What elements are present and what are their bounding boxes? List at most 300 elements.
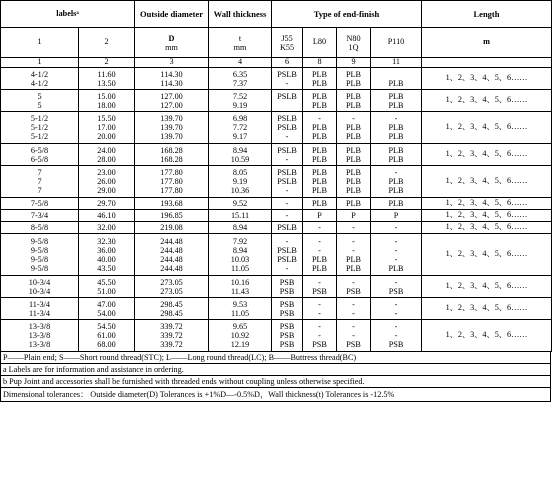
cell-value: PSB xyxy=(279,299,295,309)
cell-value: 7.52 xyxy=(232,91,248,101)
cell-value: - xyxy=(352,299,355,309)
od-cell xyxy=(135,198,209,210)
cell-value: 10.03 xyxy=(230,254,250,264)
cell-value: 9.19 xyxy=(232,177,248,186)
cell-value: PSB xyxy=(388,340,404,349)
cell-value: 177.80 xyxy=(160,168,183,177)
cell-value: PLB xyxy=(388,78,404,88)
cell-value: 6.98 xyxy=(232,114,248,123)
p110-cell xyxy=(371,90,422,112)
cell-value: 15.11 xyxy=(230,211,250,220)
cell-value: PSLB xyxy=(277,91,297,101)
cell-value: - xyxy=(394,223,398,232)
end-finish-header: Type of end-finish xyxy=(272,1,422,28)
wt-unit: t mm xyxy=(209,28,272,58)
label2-cell xyxy=(79,144,135,166)
cell-value: 5-1/2 xyxy=(30,114,49,123)
cell-value: 10-3/4 xyxy=(28,277,51,287)
cell-value: - xyxy=(285,78,289,88)
cell-value: 47.00 xyxy=(97,299,116,309)
cell-value: 13-3/8 xyxy=(28,322,51,331)
l80-cell xyxy=(303,144,337,166)
cell-value: PSLB xyxy=(277,223,297,232)
cell-value: PSLB xyxy=(277,168,297,177)
note-a: a Labels are for information and assistance in ordering. xyxy=(0,364,551,376)
p110-cell xyxy=(371,198,422,210)
cell-value: - xyxy=(285,132,289,141)
length-unit: m xyxy=(422,28,552,58)
cell-value: PLB xyxy=(346,69,362,79)
length-cell: 1、2、3、4、5、6…… xyxy=(422,112,552,144)
length-cell: 1、2、3、4、5、6…… xyxy=(422,90,552,112)
cell-value: PLB xyxy=(312,132,328,141)
cell-value: 273.05 xyxy=(160,277,183,287)
cell-value: - xyxy=(318,277,321,287)
cell-value: PLB xyxy=(312,145,328,155)
n80-cell xyxy=(337,234,371,276)
cell-value: 15.00 xyxy=(97,91,116,101)
cell-value: P xyxy=(351,211,356,220)
label1-cell xyxy=(1,320,79,352)
cell-value: - xyxy=(394,114,398,123)
cell-value: PLB xyxy=(312,186,328,195)
cell-value: 10.59 xyxy=(230,154,250,164)
od-cell xyxy=(135,234,209,276)
cell-value: PLB xyxy=(312,123,328,132)
label1-cell xyxy=(1,90,79,112)
cell-value: - xyxy=(352,236,355,246)
spec-group-row xyxy=(1,222,552,234)
cell-value: 13-3/8 xyxy=(28,340,51,349)
wt-cell xyxy=(209,276,272,298)
n80-cell xyxy=(337,90,371,112)
cell-value: PLB xyxy=(388,100,404,110)
cell-value: 36.00 xyxy=(97,245,116,255)
n80-cell xyxy=(337,320,371,352)
cell-value: 46.10 xyxy=(97,211,116,220)
wt-cell xyxy=(209,298,272,320)
cell-value: PLB xyxy=(346,154,362,164)
cell-value: 6-5/8 xyxy=(30,145,49,155)
length-header: Length xyxy=(422,1,552,28)
cell-value: PSLB xyxy=(277,177,297,186)
length-cell: 1、2、3、4、5、6…… xyxy=(422,210,552,222)
cell-value: - xyxy=(318,114,321,123)
cell-value: 127.00 xyxy=(160,100,183,110)
cell-value: 13.50 xyxy=(97,78,116,88)
outside-diameter-header: Outside diameter xyxy=(135,1,209,28)
cell-value: PLB xyxy=(312,263,328,273)
cell-value: 168.28 xyxy=(160,154,183,164)
spec-group-row xyxy=(1,144,552,166)
n80-cell xyxy=(337,210,371,222)
j55-cell xyxy=(272,222,303,234)
index-cell: 11 xyxy=(371,58,422,68)
p110-cell xyxy=(371,144,422,166)
grade-l80: L80 xyxy=(303,28,337,58)
cell-value: - xyxy=(285,199,289,208)
cell-value: 244.48 xyxy=(160,263,183,273)
cell-value: 9.65 xyxy=(232,322,248,331)
j55-cell xyxy=(272,276,303,298)
cell-value: P xyxy=(393,211,399,220)
cell-value: 298.45 xyxy=(160,299,183,309)
p110-cell xyxy=(371,276,422,298)
cell-value: 23.00 xyxy=(97,168,116,177)
label1-cell xyxy=(1,112,79,144)
cell-value: 8.94 xyxy=(232,145,248,155)
cell-value: PLB xyxy=(388,154,404,164)
length-cell: 1、2、3、4、5、6…… xyxy=(422,198,552,210)
cell-value: - xyxy=(285,186,289,195)
cell-value: 339.72 xyxy=(160,322,183,331)
cell-value: PLB xyxy=(312,69,328,79)
cell-value: PLB xyxy=(346,91,362,101)
cell-value: 32.30 xyxy=(97,236,116,246)
cell-value: PSB xyxy=(346,340,361,349)
od-cell xyxy=(135,112,209,144)
cell-value: 11-3/4 xyxy=(28,299,51,309)
cell-value: 139.70 xyxy=(160,123,183,132)
cell-value: 8-5/8 xyxy=(30,223,49,232)
cell-value: 10-3/4 xyxy=(28,286,51,296)
cell-value: 51.00 xyxy=(97,286,116,296)
cell-value: 7.37 xyxy=(232,78,248,88)
cell-value: 40.00 xyxy=(97,254,116,264)
cell-value: 43.50 xyxy=(97,263,116,273)
spec-group-row xyxy=(1,276,552,298)
cell-value: - xyxy=(352,331,355,340)
label1-cell xyxy=(1,166,79,198)
label1-cell xyxy=(1,276,79,298)
cell-value: PSLB xyxy=(277,145,297,155)
cell-value: 219.08 xyxy=(160,223,183,232)
cell-value: PSB xyxy=(279,308,295,318)
cell-value: 20.00 xyxy=(97,132,116,141)
length-cell: 1、2、3、4、5、6…… xyxy=(422,298,552,320)
cell-value: 17.00 xyxy=(97,123,116,132)
cell-value: PLB xyxy=(346,254,362,264)
cell-value: PLB xyxy=(346,100,362,110)
cell-value: 8.05 xyxy=(232,168,248,177)
cell-value: - xyxy=(318,308,321,318)
length-cell: 1、2、3、4、5、6…… xyxy=(422,144,552,166)
cell-value: 4-1/2 xyxy=(30,69,49,79)
cell-value: 12.19 xyxy=(230,340,250,349)
cell-value: - xyxy=(394,308,398,318)
l80-cell xyxy=(303,166,337,198)
cell-value: - xyxy=(318,322,321,331)
cell-value: PLB xyxy=(388,186,404,195)
n80-cell xyxy=(337,68,371,90)
od-cell xyxy=(135,68,209,90)
cell-value: PSLB xyxy=(277,114,297,123)
cell-value: 11.60 xyxy=(97,69,116,79)
wt-cell xyxy=(209,198,272,210)
cell-value: - xyxy=(285,263,289,273)
labels-header: labelsᵃ xyxy=(1,1,135,28)
l80-cell xyxy=(303,90,337,112)
cell-value: 7 xyxy=(37,186,42,195)
cell-value: 127.00 xyxy=(160,91,183,101)
label2-cell xyxy=(79,210,135,222)
n80-cell xyxy=(337,166,371,198)
label1-header: 1 xyxy=(1,28,79,58)
cell-value: PLB xyxy=(346,168,362,177)
cell-value: PLB xyxy=(388,263,404,273)
wt-cell xyxy=(209,112,272,144)
cell-value: PLB xyxy=(346,177,362,186)
cell-value: 114.30 xyxy=(160,69,183,79)
label1-cell xyxy=(1,298,79,320)
label1-cell xyxy=(1,222,79,234)
j55-cell xyxy=(272,210,303,222)
cell-value: 5-1/2 xyxy=(30,123,49,132)
cell-value: 24.00 xyxy=(97,145,116,155)
cell-value: - xyxy=(285,154,289,164)
wt-cell xyxy=(209,210,272,222)
n80-cell xyxy=(337,144,371,166)
cell-value: 10.16 xyxy=(230,277,250,287)
p110-cell xyxy=(371,222,422,234)
spec-group-row xyxy=(1,298,552,320)
cell-value xyxy=(273,101,301,110)
j55-cell xyxy=(272,320,303,352)
cell-value: 339.72 xyxy=(160,331,183,340)
label2-cell xyxy=(79,320,135,352)
cell-value: 7-3/4 xyxy=(30,211,49,220)
cell-value: - xyxy=(285,236,289,246)
cell-value: PLB xyxy=(346,263,362,273)
od-cell xyxy=(135,210,209,222)
cell-value: - xyxy=(394,277,398,287)
cell-value: - xyxy=(318,245,321,255)
cell-value: PLB xyxy=(388,123,404,132)
p110-cell xyxy=(371,234,422,276)
wt-cell xyxy=(209,90,272,112)
cell-value: 168.28 xyxy=(160,145,183,155)
spec-group-row xyxy=(1,198,552,210)
cell-value: PLB xyxy=(312,154,328,164)
cell-value: 339.72 xyxy=(160,340,183,349)
index-cell: 4 xyxy=(209,58,272,68)
wt-cell xyxy=(209,222,272,234)
cell-value: PLB xyxy=(388,177,404,186)
length-cell: 1、2、3、4、5、6…… xyxy=(422,276,552,298)
tolerance-note: Dimensional tolerances： Outside diameter(D) Tolerances is +1%D—-0.5%D，Wall thickness(t) Tolerances is -12.5% xyxy=(0,388,551,402)
label2-header: 2 xyxy=(79,28,135,58)
cell-value: 9-5/8 xyxy=(30,254,49,264)
cell-value: 8.94 xyxy=(232,223,248,232)
cell-value: - xyxy=(394,168,398,177)
cell-value: 273.05 xyxy=(160,286,183,296)
cell-value: 6-5/8 xyxy=(30,154,49,164)
label2-cell xyxy=(79,166,135,198)
spec-group-row xyxy=(1,320,552,352)
label2-cell xyxy=(79,276,135,298)
j55-cell xyxy=(272,90,303,112)
wt-cell xyxy=(209,166,272,198)
cell-value: PSB xyxy=(279,322,295,331)
note-b: b Pup Joint and accessories shall be furnished with threaded ends without coupling unless otherwise specified. xyxy=(0,376,551,388)
index-cell: 8 xyxy=(303,58,337,68)
p110-cell xyxy=(371,166,422,198)
cell-value: - xyxy=(394,236,398,246)
l80-cell xyxy=(303,276,337,298)
grade-j55-k55: J55 K55 xyxy=(272,28,303,58)
cell-value: 244.48 xyxy=(160,254,183,264)
cell-value: PSLB xyxy=(277,123,297,132)
cell-value: - xyxy=(352,308,355,318)
label1-cell xyxy=(1,198,79,210)
length-cell: 1、2、3、4、5、6…… xyxy=(422,166,552,198)
cell-value: - xyxy=(394,299,398,309)
l80-cell xyxy=(303,210,337,222)
cell-value: 9-5/8 xyxy=(30,236,49,246)
cell-value: 7 xyxy=(37,168,42,177)
cell-value: 9-5/8 xyxy=(30,245,49,255)
p110-cell xyxy=(371,320,422,352)
n80-cell xyxy=(337,298,371,320)
cell-value: - xyxy=(318,299,321,309)
label2-cell xyxy=(79,112,135,144)
cell-value: 114.30 xyxy=(160,78,183,88)
p110-cell xyxy=(371,112,422,144)
cell-value: PLB xyxy=(346,199,362,208)
cell-value: 139.70 xyxy=(160,132,183,141)
cell-value: PLB xyxy=(312,168,328,177)
l80-cell xyxy=(303,320,337,352)
index-cell: 3 xyxy=(135,58,209,68)
l80-cell xyxy=(303,198,337,210)
j55-cell xyxy=(272,112,303,144)
label2-cell xyxy=(79,298,135,320)
j55-cell xyxy=(272,68,303,90)
cell-value: 5-1/2 xyxy=(30,132,49,141)
cell-value: PLB xyxy=(312,78,328,88)
cell-value: 9.17 xyxy=(232,132,248,141)
cell-value: 298.45 xyxy=(160,308,183,318)
od-cell xyxy=(135,90,209,112)
cell-value: 5 xyxy=(37,91,42,101)
cell-value: - xyxy=(394,331,398,340)
cell-value: PLB xyxy=(312,177,328,186)
spec-group-row xyxy=(1,234,552,276)
cell-value: - xyxy=(318,331,321,340)
cell-value: 13-3/8 xyxy=(28,331,51,340)
cell-value: PLB xyxy=(312,100,328,110)
p110-cell xyxy=(371,298,422,320)
cell-value: 10.92 xyxy=(230,331,250,340)
cell-value: 177.80 xyxy=(160,186,183,195)
grade-p110: P110 xyxy=(371,28,422,58)
cell-value: PLB xyxy=(388,199,404,208)
cell-value: 9.53 xyxy=(232,299,248,309)
cell-value: PLB xyxy=(312,199,328,208)
cell-value: PLB xyxy=(346,78,362,88)
spec-group-row xyxy=(1,112,552,144)
spec-group-row xyxy=(1,210,552,222)
cell-value: PSLB xyxy=(277,69,297,79)
grade-n80-1q: N80 1Q xyxy=(337,28,371,58)
cell-value: - xyxy=(318,223,321,232)
l80-cell xyxy=(303,298,337,320)
j55-cell xyxy=(272,234,303,276)
cell-value: 4-1/2 xyxy=(30,78,49,88)
cell-value: 10.36 xyxy=(230,186,250,195)
cell-value: - xyxy=(352,277,355,287)
wt-cell xyxy=(209,144,272,166)
j55-cell xyxy=(272,198,303,210)
cell-value: - xyxy=(394,254,398,264)
label1-cell xyxy=(1,144,79,166)
cell-value: 7 xyxy=(37,177,42,186)
cell-value: 11.43 xyxy=(230,286,250,296)
wt-cell xyxy=(209,320,272,352)
od-unit: D mm xyxy=(135,28,209,58)
cell-value: PLB xyxy=(346,123,362,132)
cell-value: PSB xyxy=(279,340,295,349)
thread-legend: P——Plain end; S——Short round thread(STC); L——Long round thread(LC); B——Buttress thread(BC) xyxy=(0,352,551,364)
l80-cell xyxy=(303,112,337,144)
label1-cell xyxy=(1,234,79,276)
cell-value: 9-5/8 xyxy=(30,263,49,273)
label2-cell xyxy=(79,90,135,112)
cell-value: - xyxy=(285,211,289,220)
l80-cell xyxy=(303,68,337,90)
cell-value: 15.50 xyxy=(97,114,116,123)
index-cell: 6 xyxy=(272,58,303,68)
spec-group-row xyxy=(1,166,552,198)
cell-value: PLB xyxy=(312,254,328,264)
p110-cell xyxy=(371,68,422,90)
cell-value: 32.00 xyxy=(97,223,116,232)
cell-value: 29.00 xyxy=(97,186,116,195)
n80-cell xyxy=(337,198,371,210)
od-cell xyxy=(135,298,209,320)
cell-value xyxy=(372,70,420,79)
label2-cell xyxy=(79,222,135,234)
wt-cell xyxy=(209,234,272,276)
cell-value: PSLB xyxy=(277,254,297,264)
cell-value: 54.50 xyxy=(97,322,116,331)
l80-cell xyxy=(303,234,337,276)
length-cell: 1、2、3、4、5、6…… xyxy=(422,320,552,352)
cell-value: - xyxy=(352,322,355,331)
cell-value: 193.68 xyxy=(160,199,183,208)
index-cell: 9 xyxy=(337,58,371,68)
cell-value: - xyxy=(394,245,398,255)
j55-cell xyxy=(272,166,303,198)
cell-value: 9.19 xyxy=(232,100,248,110)
od-cell xyxy=(135,276,209,298)
label2-cell xyxy=(79,68,135,90)
wt-cell xyxy=(209,68,272,90)
cell-value: PLB xyxy=(388,145,404,155)
cell-value: PSB xyxy=(279,331,295,340)
index-cell xyxy=(422,58,552,68)
n80-cell xyxy=(337,112,371,144)
cell-value: PLB xyxy=(312,91,328,101)
cell-value: 54.00 xyxy=(97,308,116,318)
cell-value: 61.00 xyxy=(97,331,116,340)
cell-value: P xyxy=(317,211,322,220)
cell-value: 7.72 xyxy=(232,123,248,132)
cell-value: 7-5/8 xyxy=(30,199,49,208)
cell-value: 196.85 xyxy=(160,211,183,220)
od-cell xyxy=(135,320,209,352)
cell-value: PLB xyxy=(346,186,362,195)
